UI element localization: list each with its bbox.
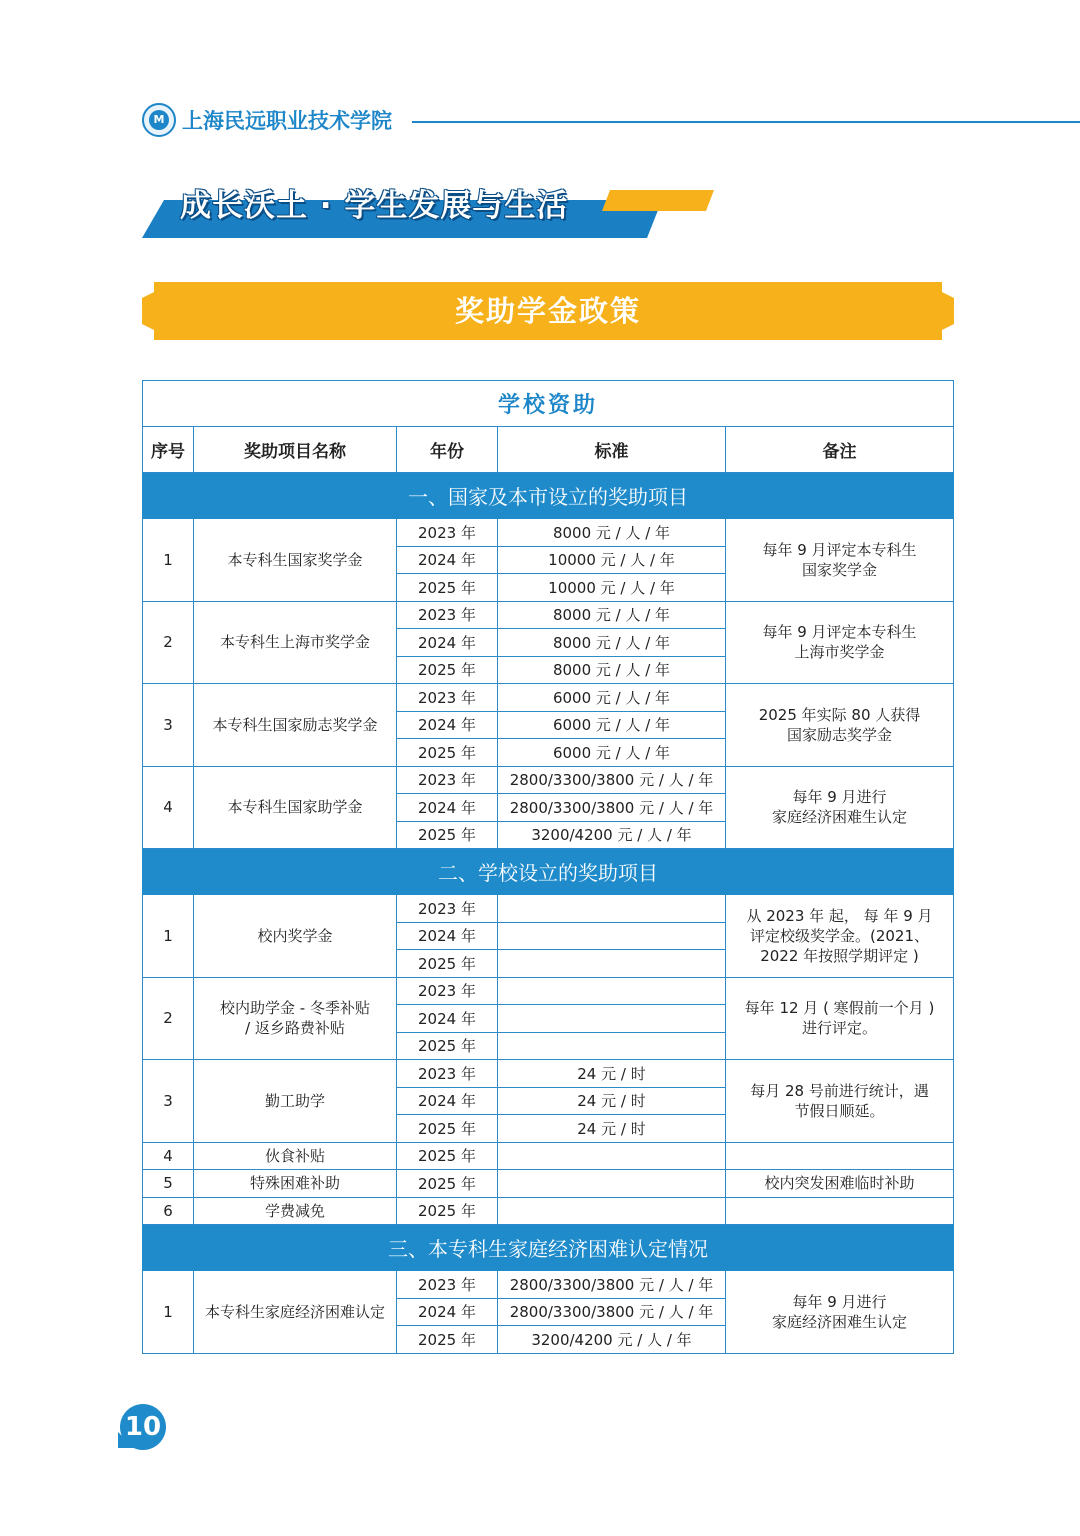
year-cell: 2025 年 [397,1142,498,1170]
section-title: 二、学校设立的奖助项目 [143,849,954,895]
remark-cell: 每年 9 月评定本专科生 上海市奖学金 [726,601,954,684]
year-cell: 2025 年 [397,1197,498,1225]
year-cell: 2024 年 [397,1005,498,1033]
table-row [143,766,954,794]
item-name: 特殊困难补助 [194,1170,397,1198]
section-header-row [143,849,954,895]
year-cell: 2025 年 [397,1326,498,1354]
item-number: 4 [143,766,194,849]
standard-cell: 3200/4200 元 / 人 / 年 [498,821,726,849]
item-name: 本专科生国家奖学金 [194,519,397,602]
standard-cell: 2800/3300/3800 元 / 人 / 年 [498,766,726,794]
year-cell: 2025 年 [397,1170,498,1198]
standard-cell: 6000 元 / 人 / 年 [498,711,726,739]
year-cell: 2024 年 [397,1087,498,1115]
year-cell: 2024 年 [397,1298,498,1326]
section-title: 三、本专科生家庭经济困难认定情况 [143,1225,954,1271]
table-row [143,519,954,547]
item-name: 伙食补贴 [194,1142,397,1170]
remark-cell: 从 2023 年 起， 每 年 9 月 评定校级奖学金。(2021、 2022 年按照学期评定 ) [726,895,954,978]
item-name: 本专科生家庭经济困难认定 [194,1271,397,1354]
item-name: 校内助学金 - 冬季补贴 / 返乡路费补贴 [194,977,397,1060]
year-cell: 2025 年 [397,739,498,767]
item-name: 本专科生上海市奖学金 [194,601,397,684]
table-row [143,977,954,1005]
table-row [143,895,954,923]
item-name: 本专科生国家助学金 [194,766,397,849]
item-name: 学费减免 [194,1197,397,1225]
section-banner [142,178,722,240]
item-name: 勤工助学 [194,1060,397,1143]
page-header [142,103,1080,139]
standard-cell [498,1032,726,1060]
remark-cell: 校内突发困难临时补助 [726,1170,954,1198]
standard-cell: 8000 元 / 人 / 年 [498,601,726,629]
year-cell: 2025 年 [397,950,498,978]
remark-cell [726,1197,954,1225]
remark-cell: 每年 9 月进行 家庭经济困难生认定 [726,1271,954,1354]
standard-cell: 10000 元 / 人 / 年 [498,546,726,574]
header-divider [412,121,1080,123]
item-number: 5 [143,1170,194,1198]
year-cell: 2025 年 [397,656,498,684]
standard-cell [498,1170,726,1198]
item-number: 3 [143,1060,194,1143]
table-row [143,1060,954,1088]
standard-cell: 24 元 / 时 [498,1060,726,1088]
standard-cell [498,1142,726,1170]
table-row [143,1170,954,1198]
remark-cell: 每月 28 号前进行统计，遇 节假日顺延。 [726,1060,954,1143]
table-header-row [143,427,954,473]
column-header: 标准 [498,427,726,473]
item-number: 1 [143,895,194,978]
policy-ribbon [142,282,954,340]
year-cell: 2025 年 [397,1115,498,1143]
standard-cell: 2800/3300/3800 元 / 人 / 年 [498,1298,726,1326]
aid-policy-table [142,380,954,1354]
item-number: 2 [143,601,194,684]
table-row [143,601,954,629]
year-cell: 2024 年 [397,546,498,574]
column-header: 序号 [143,427,194,473]
standard-cell [498,977,726,1005]
remark-cell: 每年 9 月进行 家庭经济困难生认定 [726,766,954,849]
year-cell: 2023 年 [397,601,498,629]
item-number: 3 [143,684,194,767]
standard-cell: 8000 元 / 人 / 年 [498,629,726,657]
item-number: 6 [143,1197,194,1225]
section-header-row [143,1225,954,1271]
item-number: 1 [143,519,194,602]
item-number: 4 [143,1142,194,1170]
standard-cell: 8000 元 / 人 / 年 [498,519,726,547]
year-cell: 2024 年 [397,794,498,822]
year-cell: 2024 年 [397,922,498,950]
banner-title: 成长沃土 · 学生发展与生活 [180,188,569,224]
standard-cell [498,950,726,978]
item-name: 校内奖学金 [194,895,397,978]
year-cell: 2023 年 [397,519,498,547]
standard-cell [498,922,726,950]
standard-cell: 2800/3300/3800 元 / 人 / 年 [498,1271,726,1299]
item-name: 本专科生国家励志奖学金 [194,684,397,767]
year-cell: 2024 年 [397,711,498,739]
school-name: 上海民远职业技术学院 [182,109,392,133]
standard-cell: 2800/3300/3800 元 / 人 / 年 [498,794,726,822]
table-row [143,1142,954,1170]
section-title: 一、国家及本市设立的奖助项目 [143,473,954,519]
standard-cell: 10000 元 / 人 / 年 [498,574,726,602]
year-cell: 2023 年 [397,766,498,794]
standard-cell: 6000 元 / 人 / 年 [498,739,726,767]
item-number: 1 [143,1271,194,1354]
column-header: 奖助项目名称 [194,427,397,473]
year-cell: 2023 年 [397,977,498,1005]
table-row [143,1197,954,1225]
table-row [143,1271,954,1299]
year-cell: 2025 年 [397,574,498,602]
remark-cell: 每年 9 月评定本专科生 国家奖学金 [726,519,954,602]
year-cell: 2023 年 [397,1060,498,1088]
year-cell: 2023 年 [397,1271,498,1299]
school-logo-icon [142,103,176,137]
ribbon-title: 奖助学金政策 [454,294,641,328]
year-cell: 2024 年 [397,629,498,657]
year-cell: 2023 年 [397,684,498,712]
remark-cell [726,1142,954,1170]
item-number: 2 [143,977,194,1060]
column-header: 年份 [397,427,498,473]
standard-cell [498,1005,726,1033]
standard-cell [498,895,726,923]
remark-cell: 2025 年实际 80 人获得 国家励志奖学金 [726,684,954,767]
page-number: 10 [120,1404,166,1450]
standard-cell: 24 元 / 时 [498,1115,726,1143]
year-cell: 2023 年 [397,895,498,923]
logo-mark: M [149,110,169,130]
table-row [143,684,954,712]
year-cell: 2025 年 [397,821,498,849]
table-title-row [143,381,954,427]
remark-cell: 每年 12 月 ( 寒假前一个月 ) 进行评定。 [726,977,954,1060]
standard-cell: 8000 元 / 人 / 年 [498,656,726,684]
section-header-row [143,473,954,519]
column-header: 备注 [726,427,954,473]
standard-cell: 3200/4200 元 / 人 / 年 [498,1326,726,1354]
year-cell: 2025 年 [397,1032,498,1060]
standard-cell: 24 元 / 时 [498,1087,726,1115]
table-title: 学校资助 [143,381,954,427]
standard-cell [498,1197,726,1225]
standard-cell: 6000 元 / 人 / 年 [498,684,726,712]
